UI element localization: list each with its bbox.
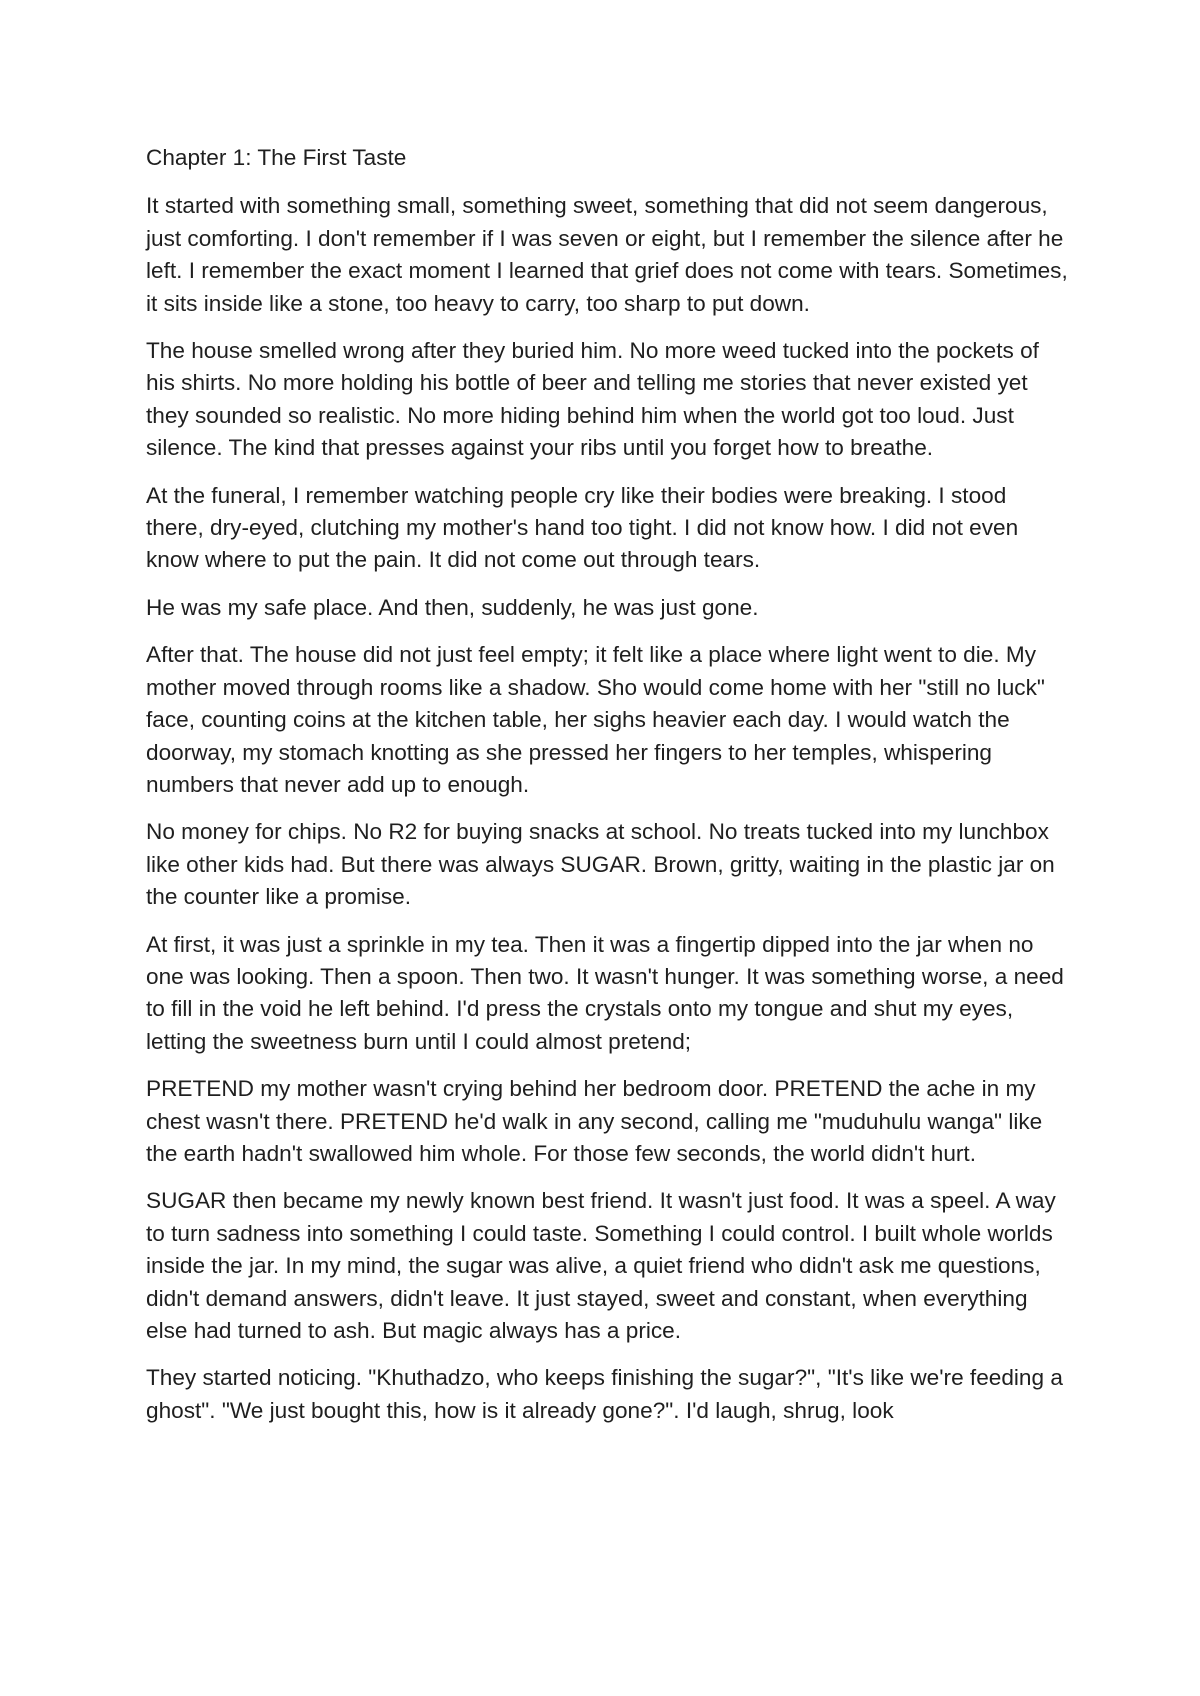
paragraph: PRETEND my mother wasn't crying behind her bedroom door. PRETEND the ache in my chest wasn't there. PRETEND he'd walk in any second, calling me "muduhulu wanga" like the earth hadn't swallowed him whole. For those few seconds, the world didn't hurt.: [146, 1076, 1043, 1166]
paragraph: No money for chips. No R2 for buying snacks at school. No treats tucked into my lunchbox like other kids had. But there was always SUGAR. Brown, gritty, waiting in the plastic jar on the counter like a promise.: [146, 819, 1055, 910]
paragraph: At first, it was just a sprinkle in my tea. Then it was a fingertip dipped into the jar when no one was looking. Then a spoon. Then two. It wasn't hunger. It was something worse, a need to fill in the void he left behind. I'd press the crystals onto my tongue and shut my eyes, letting the sweetness burn until I could almost pretend;: [146, 931, 1064, 1054]
paragraph: He was my safe place. And then, suddenly, he was just gone.: [146, 594, 759, 620]
paragraph: They started noticing. "Khuthadzo, who keeps finishing the sugar?", "It's like we're feeding a ghost". "We just bought this, how is it already gone?". I'd laugh, shrug, look: [146, 1365, 1063, 1423]
paragraph: After that. The house did not just feel empty; it felt like a place where light went to die. My mother moved through rooms like a shadow. Sho would come home with her "still no luck" face, counting coins at the kitchen table, her sighs heavier each day. I would watch the doorway, my stomach knotting as she pressed her fingers to her temples, whispering numbers that never add up to enough.: [146, 642, 1045, 797]
paragraph: It started with something small, something sweet, something that did not seem dangerous, just comforting. I don't remember if I was seven or eight, but I remember the silence after he left. I remember the exact moment I learned that grief does not come with tears. Sometimes, it sits inside like a stone, too heavy to carry, too sharp to put down.: [146, 193, 1068, 316]
chapter-title: Chapter 1: The First Taste: [146, 145, 407, 170]
paragraph: At the funeral, I remember watching people cry like their bodies were breaking. I stood there, dry-eyed, clutching my mother's hand too tight. I did not know how. I did not even know where to put the pain. It did not come out through tears.: [146, 482, 1019, 573]
paragraph: SUGAR then became my newly known best friend. It wasn't just food. It was a speel. A way to turn sadness into something I could taste. Something I could control. I built whole worlds inside the jar. In my mind, the sugar was alive, a quiet friend who didn't ask me questions, didn't demand answers, didn't leave. It just stayed, sweet and constant, when everything else had turned to ash. But magic always has a price.: [146, 1188, 1056, 1343]
paragraph: The house smelled wrong after they buried him. No more weed tucked into the pockets of his shirts. No more holding his bottle of beer and telling me stories that never existed yet they sounded so realistic. No more hiding behind him when the world got too loud. Just silence. The kind that presses against your ribs until you forget how to breathe.: [146, 338, 1039, 461]
